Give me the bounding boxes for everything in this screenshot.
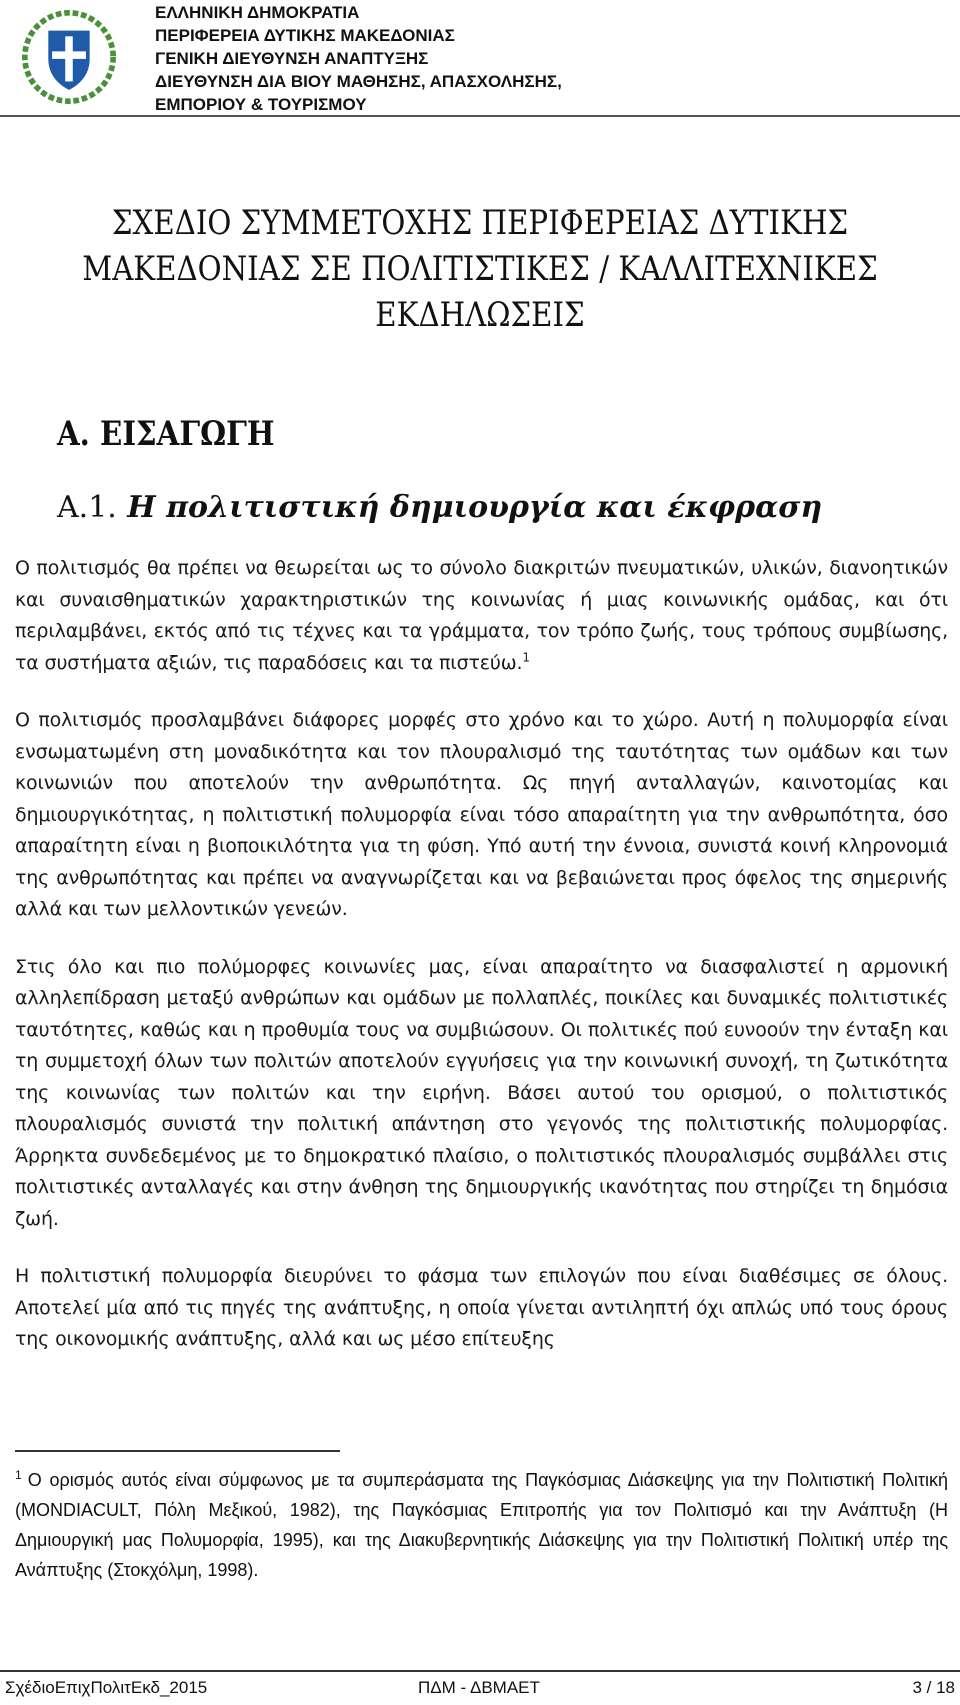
paragraph: Η πολιτιστική πολυμορφία διευρύνει το φάσμα των επιλογών που είναι διαθέσιμες σε όλους. Αποτελεί μία από τις πηγές της ανάπτυξης, η οποία γίνεται αντιληπτή όχι απλώς υπό τους όρους της οικονομικής ανάπτυξης, αλλά και ως μέσο επίτευξης: [15, 1265, 948, 1350]
greek-state-emblem-icon: [22, 10, 116, 104]
agency-line: ΕΜΠΟΡΙΟΥ & ΤΟΥΡΙΣΜΟΥ: [155, 95, 367, 114]
section-heading: Α. ΕΙΣΑΓΩΓΗ: [57, 414, 275, 454]
footnote-divider: [15, 1450, 340, 1452]
subsection-number: Α.1.: [57, 490, 117, 525]
footer-department: ΠΔΜ - ΔΒΜΑΕΤ: [418, 1678, 540, 1697]
footer-divider: [0, 1670, 960, 1672]
title-line: ΕΚΔΗΛΩΣΕΙΣ: [375, 295, 585, 335]
paragraph-text: Ο πολιτισμός θα πρέπει να θεωρείται ως το σύνολο διακριτών πνευματικών, υλικών, διανοητικών και συναισθηματικών χαρακτηριστικών της κοινωνίας ή μιας κοινωνικής ομάδας, και ότι περιλαμβάνει, εκτός από τις τέχνες και τα γράμματα, τον τρόπο ζωής, τους τρόπους συμβίωσης, τα συστήματα αξιών, τις παραδόσεις και τα πιστεύω.: [15, 557, 948, 674]
subsection-heading: [57, 490, 822, 525]
paragraph: Ο πολιτισμός προσλαμβάνει διάφορες μορφές στο χρόνο και το χώρο. Αυτή η πολυμορφία είναι ενσωματωμένη στη μοναδικότητα και τον πλουραλισμό της ταυτότητας των ομάδων και των κοινωνιών που αποτελούν την ανθρωπότητα. Ως πηγή ανταλλαγών, καινοτομίας και δημιουργικότητας, η πολιτιστική πολυμορφία είναι τόσο απαραίτητη για την ανθρωπότητα, όσο απαραίτητη είναι η βιοποικιλότητα για τη φύση. Υπό αυτή την έννοια, συνιστά κοινή κληρονομιά της ανθρωπότητας και πρέπει να αναγνωρίζεται και να βεβαιώνεται προς όφελος της σημερινής αλλά και των μελλοντικών γενεών.: [15, 709, 948, 920]
footnote-text: Ο ορισμός αυτός είναι σύμφωνος με τα συμπεράσματα της Παγκόσμιας Διάσκεψης για την Πολιτιστική Πολιτική (MONDIACULT, Πόλη Μεξικού, 1982), της Παγκόσμιας Επιτροπής για τον Πολιτισμό και την Ανάπτυξη (Η Δημιουργική μας Πολυμορφία, 1995), και της Διακυβερνητικής Διάσκεψης για την Πολιτιστική Πολιτική υπέρ της Ανάπτυξης (Στοκχόλμη, 1998).: [15, 1470, 948, 1580]
body-text: [15, 553, 948, 1356]
footnote-reference[interactable]: 1: [522, 650, 530, 665]
footer-file-name: ΣχέδιοΕπιχΠολιτΕκδ_2015: [5, 1678, 208, 1697]
title-line: ΣΧΕΔΙΟ ΣΥΜΜΕΤΟΧΗΣ ΠΕΡΙΦΕΡΕΙΑΣ ΔΥΤΙΚΗΣ: [111, 203, 849, 243]
header-divider: [0, 115, 960, 117]
paragraph: Στις όλο και πιο πολύμορφες κοινωνίες μας, είναι απαραίτητο να διασφαλιστεί η αρμονική αλληλεπίδραση μεταξύ ανθρώπων και ομάδων με πολλαπλές, ποικίλες και δυναμικές πολιτιστικές ταυτότητες, καθώς και η προθυμία τους να συμβιώσουν. Οι πολιτικές πού ευνοούν την ένταξη και τη συμμετοχή όλων των πολιτών αποτελούν εγγυήσεις για την κοινωνική συνοχή, τη ζωτικότητα της κοινωνίας των πολιτών και την ειρήνη. Βάσει αυτού του ορισμού, ο πολιτιστικός πλουραλισμός συνιστά την πολιτική απάντηση στο γεγονός της πολιτιστικής πολυμορφίας. Άρρηκτα συνδεδεμένος με το δημοκρατικό πλαίσιο, ο πολιτιστικός πλουραλισμός συμβάλλει στις πολιτιστικές ανταλλαγές και στην άνθηση της δημιουργικής ικανότητας που στηρίζει τη δημόσια ζωή.: [15, 955, 948, 1230]
footnote-number: 1: [15, 1468, 22, 1482]
agency-line: ΠΕΡΙΦΕΡΕΙΑ ΔΥΤΙΚΗΣ ΜΑΚΕΔΟΝΙΑΣ: [155, 26, 455, 45]
agency-line: ΓΕΝΙΚΗ ΔΙΕΥΘΥΝΣΗ ΑΝΑΠΤΥΞΗΣ: [155, 49, 429, 68]
footnote: [15, 1465, 948, 1585]
agency-block: [155, 1, 562, 116]
document-header: [0, 0, 960, 115]
subsection-title: Η πολιτιστική δημιουργία και έκφραση: [127, 490, 823, 525]
agency-line: ΔΙΕΥΘΥΝΣΗ ΔΙΑ ΒΙΟΥ ΜΑΘΗΣΗΣ, ΑΠΑΣΧΟΛΗΣΗΣ,: [155, 72, 562, 91]
title-line: ΜΑΚΕΔΟΝΙΑΣ ΣΕ ΠΟΛΙΤΙΣΤΙΚΕΣ / ΚΑΛΛΙΤΕΧΝΙΚΕΣ: [82, 249, 878, 289]
paragraph: [15, 553, 948, 679]
page-footer: [0, 1670, 960, 1705]
page-number: 3 / 18: [912, 1678, 955, 1697]
agency-line: ΕΛΛΗΝΙΚΗ ΔΗΜΟΚΡΑΤΙΑ: [155, 3, 360, 22]
document-title: [67, 200, 893, 338]
